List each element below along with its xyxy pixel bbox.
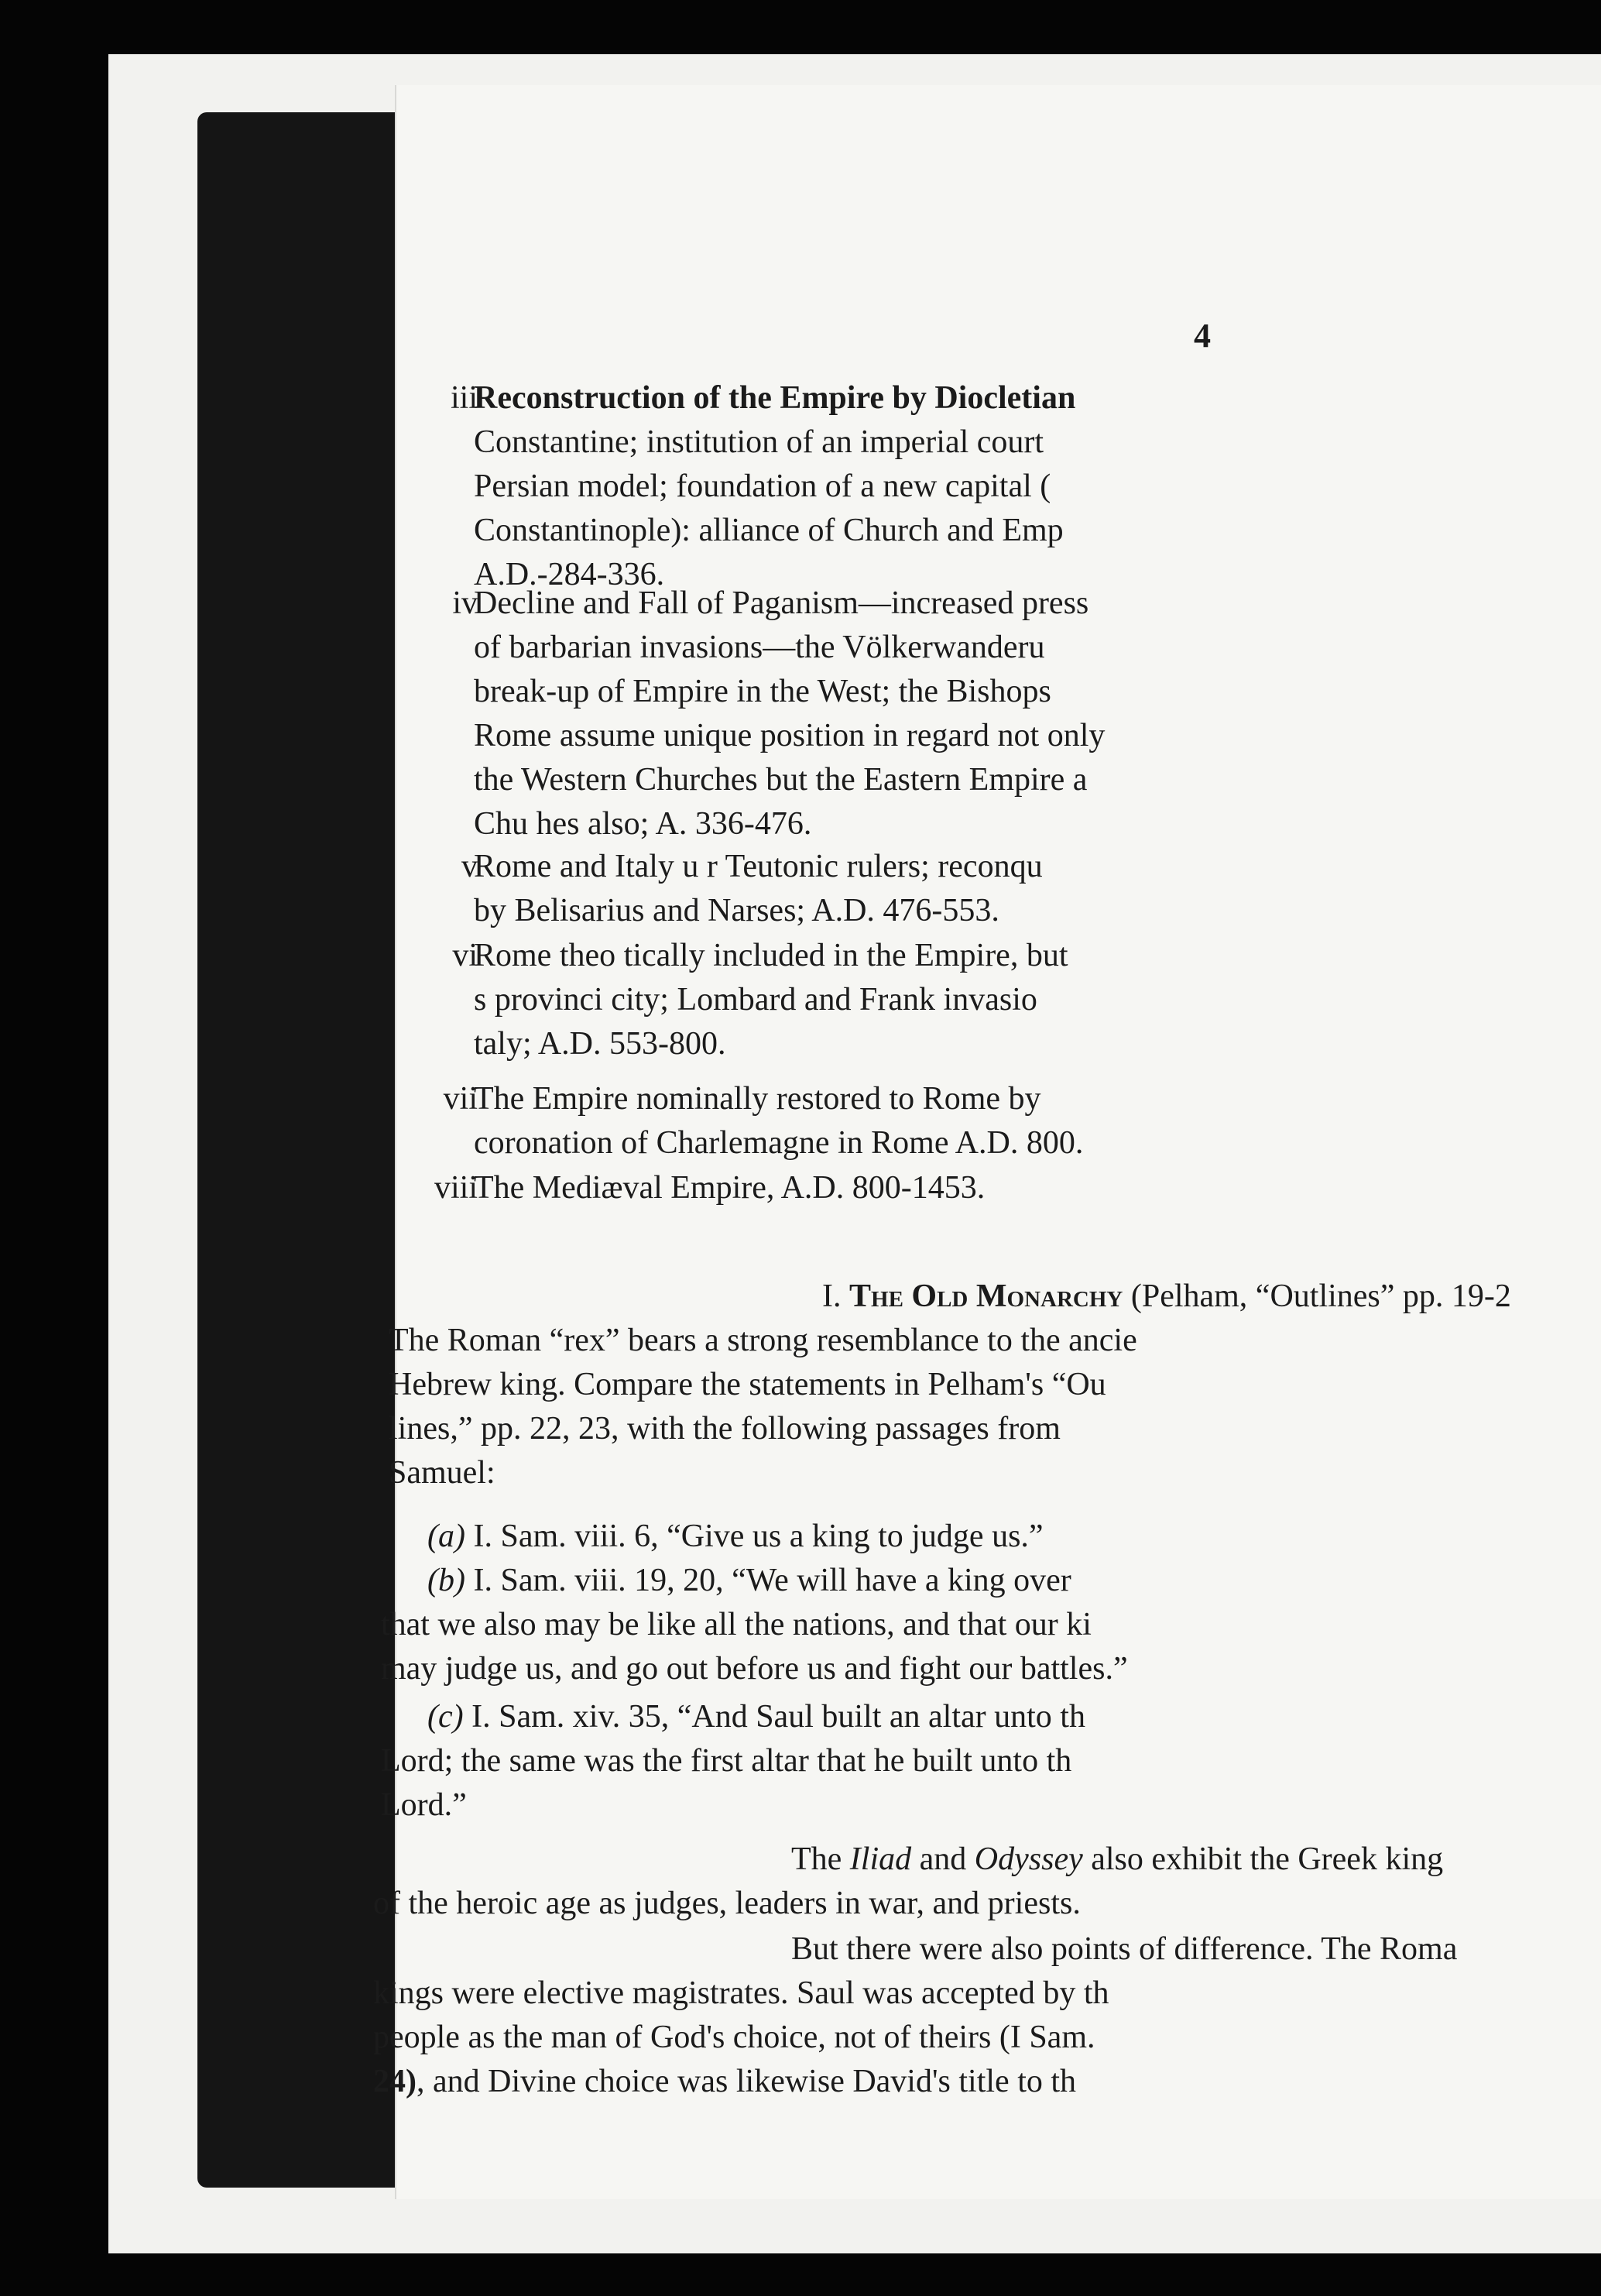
quote-b-line-2: that we also may be like all the nations, and that our ki [381, 1607, 1092, 1642]
quote-b [427, 1558, 1071, 1603]
closing-paragraph-2-line-2: kings were elective magistrates. Saul was accepted by th [373, 1975, 1109, 2011]
closing-iliad: Iliad [849, 1841, 912, 1877]
quote-a-text: I. Sam. viii. 6, “Give us a king to judge us.” [473, 1519, 1044, 1554]
quote-b-line-3: may judge us, and go out before us and fight our battles.” [381, 1651, 1128, 1687]
section-heading [822, 1274, 1511, 1319]
quote-c-text-1: I. Sam. xiv. 35, “And Saul built an altar unto th [471, 1699, 1085, 1735]
outline-line: of barbarian invasions—the Völkerwanderu [474, 630, 1045, 665]
outline-line: break-up of Empire in the West; the Bishops [474, 674, 1051, 709]
closing-paragraph-2-line-3: people as the man of God's choice, not of theirs (I Sam. [373, 2020, 1095, 2055]
outline-numeral: vii [443, 1081, 478, 1117]
quote-c-line-3: Lord.” [381, 1787, 467, 1823]
quote-a-label: (a) [427, 1519, 465, 1554]
outline-line: A.D.-284-336. [474, 557, 665, 592]
closing-and: and [911, 1841, 975, 1877]
quote-c [427, 1694, 1085, 1739]
outline-line: Reconstruction of the Empire by Diocletian [474, 380, 1076, 416]
closing-paragraph-1 [791, 1837, 1443, 1882]
outline-line: s provinci city; Lombard and Frank invasio [474, 982, 1037, 1018]
closing-bold-ref: 24) [373, 2064, 417, 2099]
outline-line: Chu hes also; A. 336-476. [474, 806, 812, 842]
outline-numeral: viii [434, 1170, 478, 1206]
outline-numeral: v [461, 849, 478, 884]
quote-c-label: (c) [427, 1699, 464, 1735]
closing-text-start: The [791, 1841, 850, 1877]
outline-line: Rome assume unique position in regard not only [474, 718, 1106, 753]
section-citation: (Pelham, “Outlines” pp. 19-2 [1130, 1278, 1511, 1314]
page-number: 4 [1194, 317, 1211, 355]
outline-line: Rome theo tically included in the Empire, but [474, 938, 1068, 973]
outline-line: Constantinople): alliance of Church and Emp [474, 513, 1064, 548]
closing-odyssey: Odyssey [974, 1841, 1083, 1877]
section-numeral: I. [822, 1278, 842, 1314]
quote-c-line-2: Lord; the same was the first altar that he built unto th [381, 1743, 1072, 1779]
outline-line: Constantine; institution of an imperial court [474, 424, 1044, 460]
outline-line: the Western Churches but the Eastern Empire a [474, 762, 1088, 798]
closing-paragraph-1-line-2: of the heroic age as judges, leaders in war, and priests. [373, 1886, 1081, 1921]
outline-line: The Empire nominally restored to Rome by [474, 1081, 1041, 1117]
quote-a [427, 1514, 1044, 1559]
outline-line: by Belisarius and Narses; A.D. 476-553. [474, 893, 999, 928]
quote-b-label: (b) [427, 1563, 465, 1598]
outline-line: coronation of Charlemagne in Rome A.D. 800. [474, 1125, 1084, 1161]
outline-numeral: vi [452, 938, 478, 973]
outline-line: Decline and Fall of Paganism—increased press [474, 585, 1089, 621]
document-page [373, 85, 1601, 2199]
closing-last-text: , and Divine choice was likewise David's title to th [417, 2064, 1077, 2099]
paragraph-line-4: Samuel: [389, 1455, 495, 1491]
section-title: The Old Monarchy [849, 1278, 1123, 1314]
closing-paragraph-2-line-4 [373, 2059, 1076, 2104]
closing-paragraph-2-line-1: But there were also points of difference. The Roma [791, 1931, 1458, 1967]
outline-line: Persian model; foundation of a new capital ( [474, 468, 1051, 504]
outline-numeral: iv [452, 585, 478, 621]
paragraph-line-1: The Roman “rex” bears a strong resemblance to the ancie [389, 1323, 1137, 1358]
outline-line: The Mediæval Empire, A.D. 800-1453. [474, 1170, 986, 1206]
paragraph-line-2: Hebrew king. Compare the statements in Pelham's “Ou [389, 1367, 1106, 1402]
page-text [373, 85, 1601, 2199]
outline-line: taly; A.D. 553-800. [474, 1026, 726, 1062]
outline-numeral: iii [450, 380, 478, 416]
quote-b-text-1: I. Sam. viii. 19, 20, “We will have a king over [473, 1563, 1071, 1598]
closing-text-rest: also exhibit the Greek king [1082, 1841, 1444, 1877]
paragraph-line-3: lines,” pp. 22, 23, with the following passages from [389, 1411, 1061, 1447]
outline-line: Rome and Italy u r Teutonic rulers; reconqu [474, 849, 1043, 884]
